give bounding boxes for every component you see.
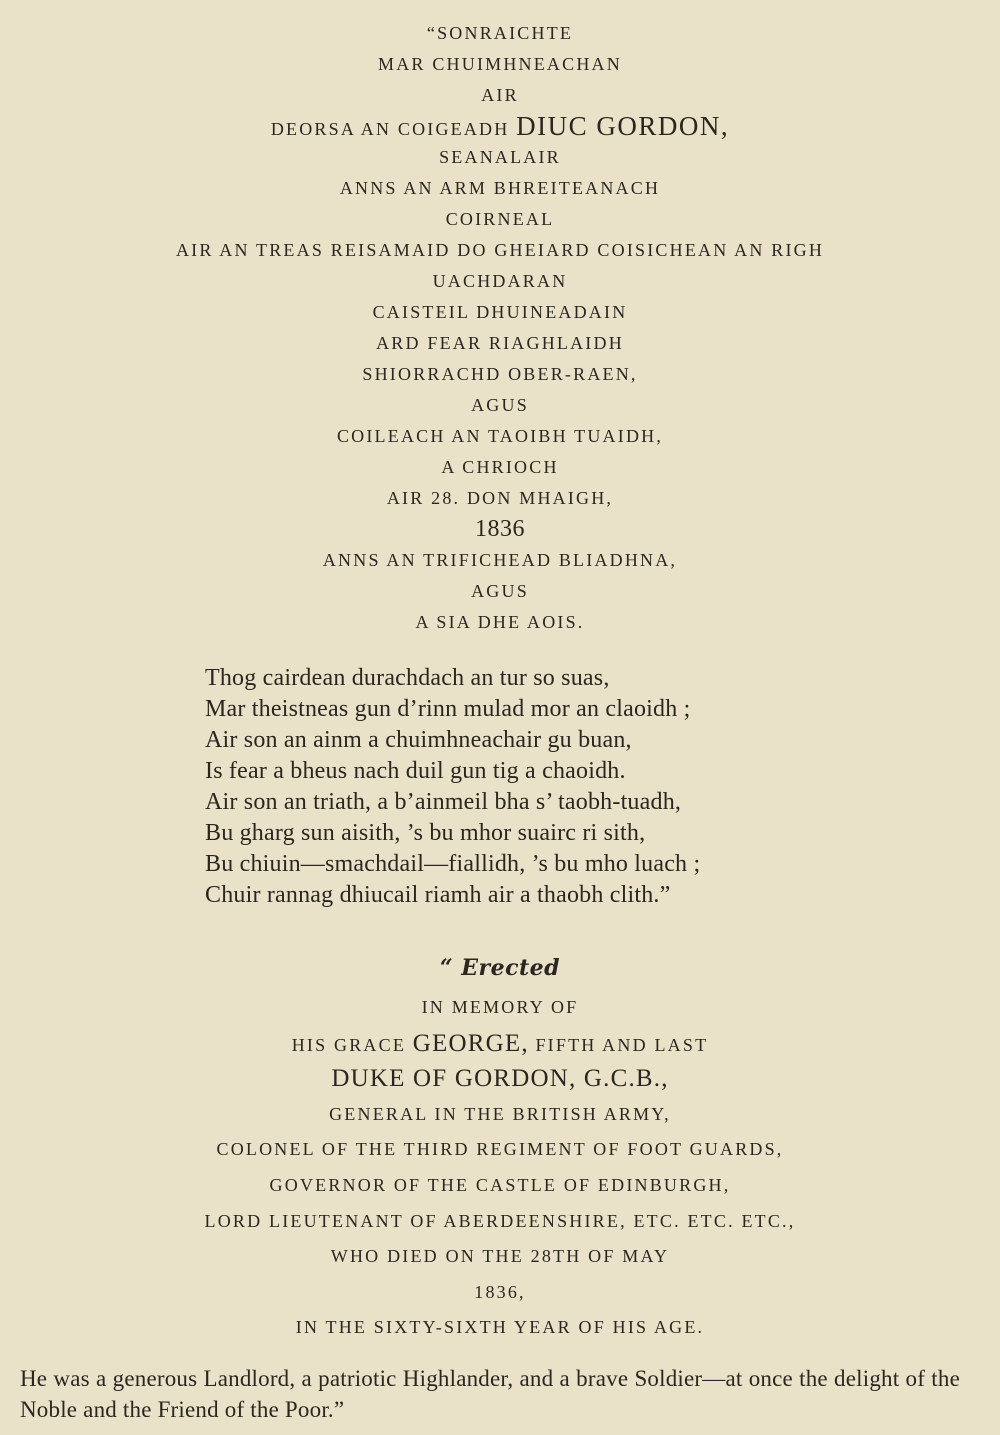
verse-line: Is fear a bheus nach duil gun tig a chaoidh.	[205, 758, 626, 784]
verse-line: Air son an triath, a b’ainmeil bha s’ taobh-tuadh,	[205, 789, 682, 815]
inscription-year: 1836	[475, 516, 525, 542]
inscription-line: COIRNEAL	[445, 209, 555, 229]
inscription-line: MAR CHUIMHNEACHAN	[378, 54, 622, 74]
inscription-text: HIS GRACE	[291, 1034, 413, 1055]
verse-line: Air son an ainm a chuimhneachair gu buan,	[205, 727, 632, 753]
english-inscription	[0, 950, 1000, 1346]
inscription-line: AIR	[481, 85, 519, 105]
inscription-line: ARD FEAR RIAGHLAIDH	[376, 333, 624, 353]
inscription-line: WHO DIED ON THE 28TH OF MAY	[330, 1246, 670, 1267]
inscription-line: AIR AN TREAS REISAMAID DO GHEIARD COISICHEAN AN RIGH	[175, 240, 825, 260]
gaelic-verse	[205, 663, 845, 911]
inscription-year: 1836,	[474, 1281, 526, 1302]
inscription-line: IN MEMORY OF	[421, 997, 579, 1017]
duke-title: DUKE OF GORDON, G.C.B.,	[331, 1065, 669, 1093]
inscription-line: ANNS AN ARM BHREITEANACH	[339, 178, 661, 198]
inscription-line: AGUS	[471, 395, 529, 415]
inscription-text: DEORSA AN COIGEADH	[270, 119, 517, 139]
inscription-line-duke	[0, 111, 1000, 142]
inscription-line: CAISTEIL DHUINEADAIN	[372, 302, 628, 322]
inscription-line: “SONRAICHTE	[426, 23, 574, 43]
inscription-line: COLONEL OF THE THIRD REGIMENT OF FOOT GUARDS,	[216, 1139, 784, 1160]
inscription-line: IN THE SIXTY-SIXTH YEAR OF HIS AGE.	[295, 1317, 705, 1338]
verse-line: Bu chiuin—smachdail—fiallidh, ’s bu mho luach ;	[205, 851, 701, 877]
erected-heading: “ Erected	[439, 955, 561, 981]
inscription-line: A CHRIOCH	[441, 457, 559, 477]
inscription-line: AGUS	[471, 581, 529, 601]
inscription-line: AIR 28. DON MHAIGH,	[386, 488, 614, 508]
inscription-text: FIFTH AND LAST	[528, 1034, 709, 1055]
verse-line: Bu gharg sun aisith, ’s bu mhor suairc ri sith,	[205, 820, 646, 846]
inscription-line: SEANALAIR	[439, 147, 561, 167]
inscription-line: GOVERNOR OF THE CASTLE OF EDINBURGH,	[269, 1174, 731, 1195]
inscription-line: UACHDARAN	[432, 271, 568, 291]
george-name: GEORGE,	[412, 1029, 529, 1057]
verse-line: Mar theistneas gun d’rinn mulad mor an claoidh ;	[205, 696, 691, 722]
inscription-line-grace	[0, 1026, 1000, 1062]
closing-paragraph: He was a generous Landlord, a patriotic Highlander, and a brave Soldier—at once the delight of the Noble and the Friend of the Poor.”	[20, 1366, 960, 1422]
gaelic-inscription	[0, 18, 1000, 638]
verse-line: Chuir rannag dhiucail riamh air a thaobh clith.”	[205, 882, 671, 908]
verse-line: Thog cairdean durachdach an tur so suas,	[205, 665, 610, 691]
inscription-line: A SIA DHE AOIS.	[415, 612, 585, 632]
duke-name: DIUC GORDON,	[516, 111, 730, 141]
inscription-line: COILEACH AN TAOIBH TUAIDH,	[336, 426, 664, 446]
inscription-line: SHIORRACHD OBER-RAEN,	[362, 364, 638, 384]
inscription-line: LORD LIEUTENANT OF ABERDEENSHIRE, ETC. ETC. ETC.,	[204, 1210, 796, 1231]
inscription-line: ANNS AN TRIFICHEAD BLIADHNA,	[322, 550, 678, 570]
inscription-line: GENERAL IN THE BRITISH ARMY,	[329, 1103, 671, 1124]
